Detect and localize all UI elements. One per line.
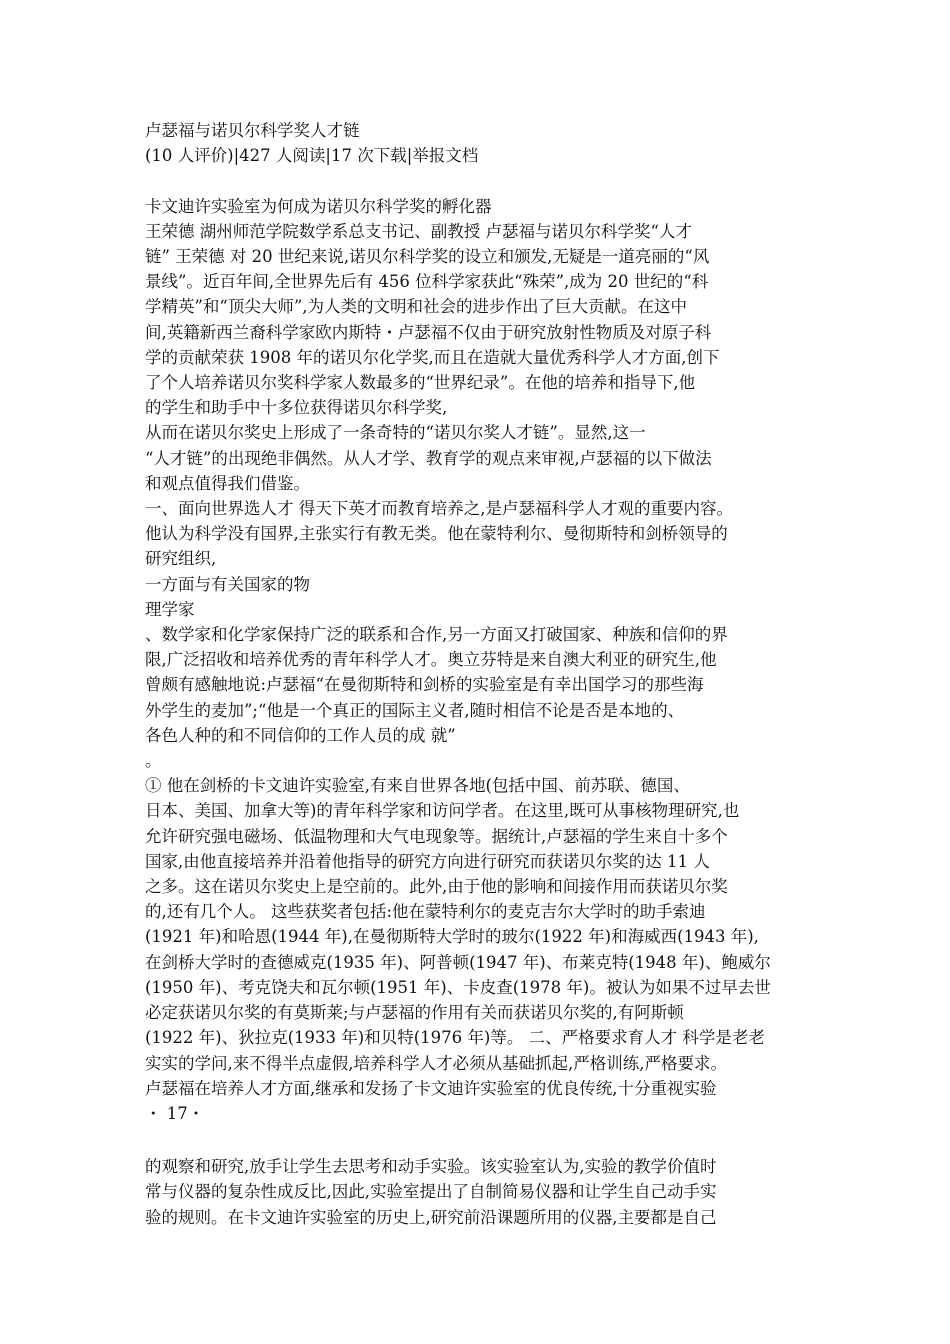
text-line: 卢瑟福在培养人才方面,继承和发扬了卡文迪许实验室的优良传统,十分重视实验 [145,1078,717,1098]
text-line: 、数学家和化学家保持广泛的联系和合作,另一方面又打破国家、种族和信仰的界 [145,625,728,645]
text-line: 国家,由他直接培养并沿着他指导的研究方向进行研究而获诺贝尔奖的达 11 人 [145,851,710,871]
text-line: 的,还有几个人。 这些获奖者包括:他在蒙特利尔的麦克吉尔大学时的助手索迪 [145,902,706,922]
text-line: 一方面与有关国家的物 [145,574,310,594]
text-line: 他认为科学没有国界,主张实行有教无类。他在蒙特利尔、曼彻斯特和剑桥领导的 [145,524,728,544]
body-text-part1 [145,219,825,1101]
text-line: 常与仪器的复杂性成反比,因此,实验室提出了自制简易仪器和让学生自己动手实 [145,1182,717,1202]
text-line: 允许研究强电磁场、低温物理和大气电现象等。据统计,卢瑟福的学生来自十多个 [145,826,728,846]
text-line: 日本、美国、加拿大等)的青年科学家和访问学者。在这里,既可从事核物理研究,也 [145,801,740,821]
document-subtitle: 卡文迪许实验室为何成为诺贝尔科学奖的孵化器 [145,196,492,216]
text-line: 。 [145,751,162,771]
text-line: 必定获诺贝尔奖的有莫斯莱;与卢瑟福的作用有关而获诺贝尔奖的,有阿斯顿 [145,1003,684,1023]
text-line: ① 他在剑桥的卡文迪许实验室,有来自世界各地(包括中国、前苏联、德国、 [145,776,690,796]
text-line: 的学生和助手中十多位获得诺贝尔科学奖, [145,398,448,418]
text-line: 学精英”和“顶尖大师”,为人类的文明和社会的进步作出了巨大贡献。在这中 [145,297,688,317]
text-line: 学的贡献荣获 1908 年的诺贝尔化学奖,而且在造就大量优秀科学人才方面,创下 [145,347,720,367]
text-line: (1922 年)、狄拉克(1933 年)和贝特(1976 年)等。 二、严格要求育人才 科学是老老 [145,1028,765,1048]
text-line: 间,英籍新西兰裔科学家欧内斯特・卢瑟福不仅由于研究放射性物质及对原子科 [145,322,712,342]
text-line: 在剑桥大学时的查德威克(1935 年)、阿普顿(1947 年)、布莱克特(1948 年)、鲍威尔 [145,952,771,972]
spacer [145,168,825,193]
text-line: 曾颇有感触地说:卢瑟福“在曼彻斯特和剑桥的实验室是有幸出国学习的那些海 [145,675,704,695]
text-line: 理学家 [145,599,195,619]
text-line: 链” 王荣德 对 20 世纪来说,诺贝尔科学奖的设立和颁发,无疑是一道亮丽的“风 [145,247,710,266]
text-line: 研究组织, [145,549,217,569]
document-title: 卢瑟福与诺贝尔科学奖人才链 [145,121,360,140]
text-line: 从而在诺贝尔奖史上形成了一条奇特的“诺贝尔奖人才链”。显然,这一 [145,423,646,443]
text-line: 和观点值得我们借鉴。 [145,473,310,493]
body-text-part2 [145,1154,825,1230]
page-number: ・ 17・ [145,1103,205,1123]
document-page [145,118,825,1230]
text-line: 外学生的麦加”;“他是一个真正的国际主义者,随时相信不论是否是本地的、 [145,700,685,720]
text-line: 景线”。近百年间,全世界先后有 456 位科学家获此“殊荣”,成为 20 世纪的“科 [145,272,709,292]
text-line: “人才链”的出现绝非偶然。从人才学、教育学的观点来审视,卢瑟福的以下做法 [145,448,712,468]
text-line: 王荣德 湖州师范学院数学系总支书记、副教授 卢瑟福与诺贝尔科学奖“人才 [145,221,692,241]
text-line: 验的规则。在卡文迪许实验室的历史上,研究前沿课题所用的仪器,主要都是自己 [145,1207,717,1227]
text-line: 限,广泛招收和培养优秀的青年科学人才。奥立芬特是来自澳大利亚的研究生,他 [145,650,717,670]
document-meta: (10 人评价)|427 人阅读|17 次下载|举报文档 [145,146,479,166]
text-line: 了个人培养诺贝尔奖科学家人数最多的“世界纪录”。在他的培养和指导下,他 [145,373,696,393]
text-line: 实实的学问,来不得半点虚假,培养科学人才必须从基础抓起,严格训练,严格要求。 [145,1053,727,1073]
text-line: 的观察和研究,放手让学生去思考和动手实验。该实验室认为,实验的教学价值时 [145,1157,717,1177]
spacer [145,1126,825,1154]
text-line: (1950 年)、考克饶夫和瓦尔顿(1951 年)、卡皮查(1978 年)。被认为如果不过早去世 [145,977,771,997]
text-line: 一、面向世界选人才 得天下英才而教育培养之,是卢瑟福科学人才观的重要内容。 [145,499,733,519]
text-line: (1921 年)和哈恩(1944 年),在曼彻斯特大学时的玻尔(1922 年)和海威西(1943 年), [145,927,759,947]
text-line: 各色人种的和不同信仰的工作人员的成 就” [145,725,456,745]
text-line: 之多。这在诺贝尔奖史上是空前的。此外,由于他的影响和间接作用而获诺贝尔奖 [145,877,728,897]
